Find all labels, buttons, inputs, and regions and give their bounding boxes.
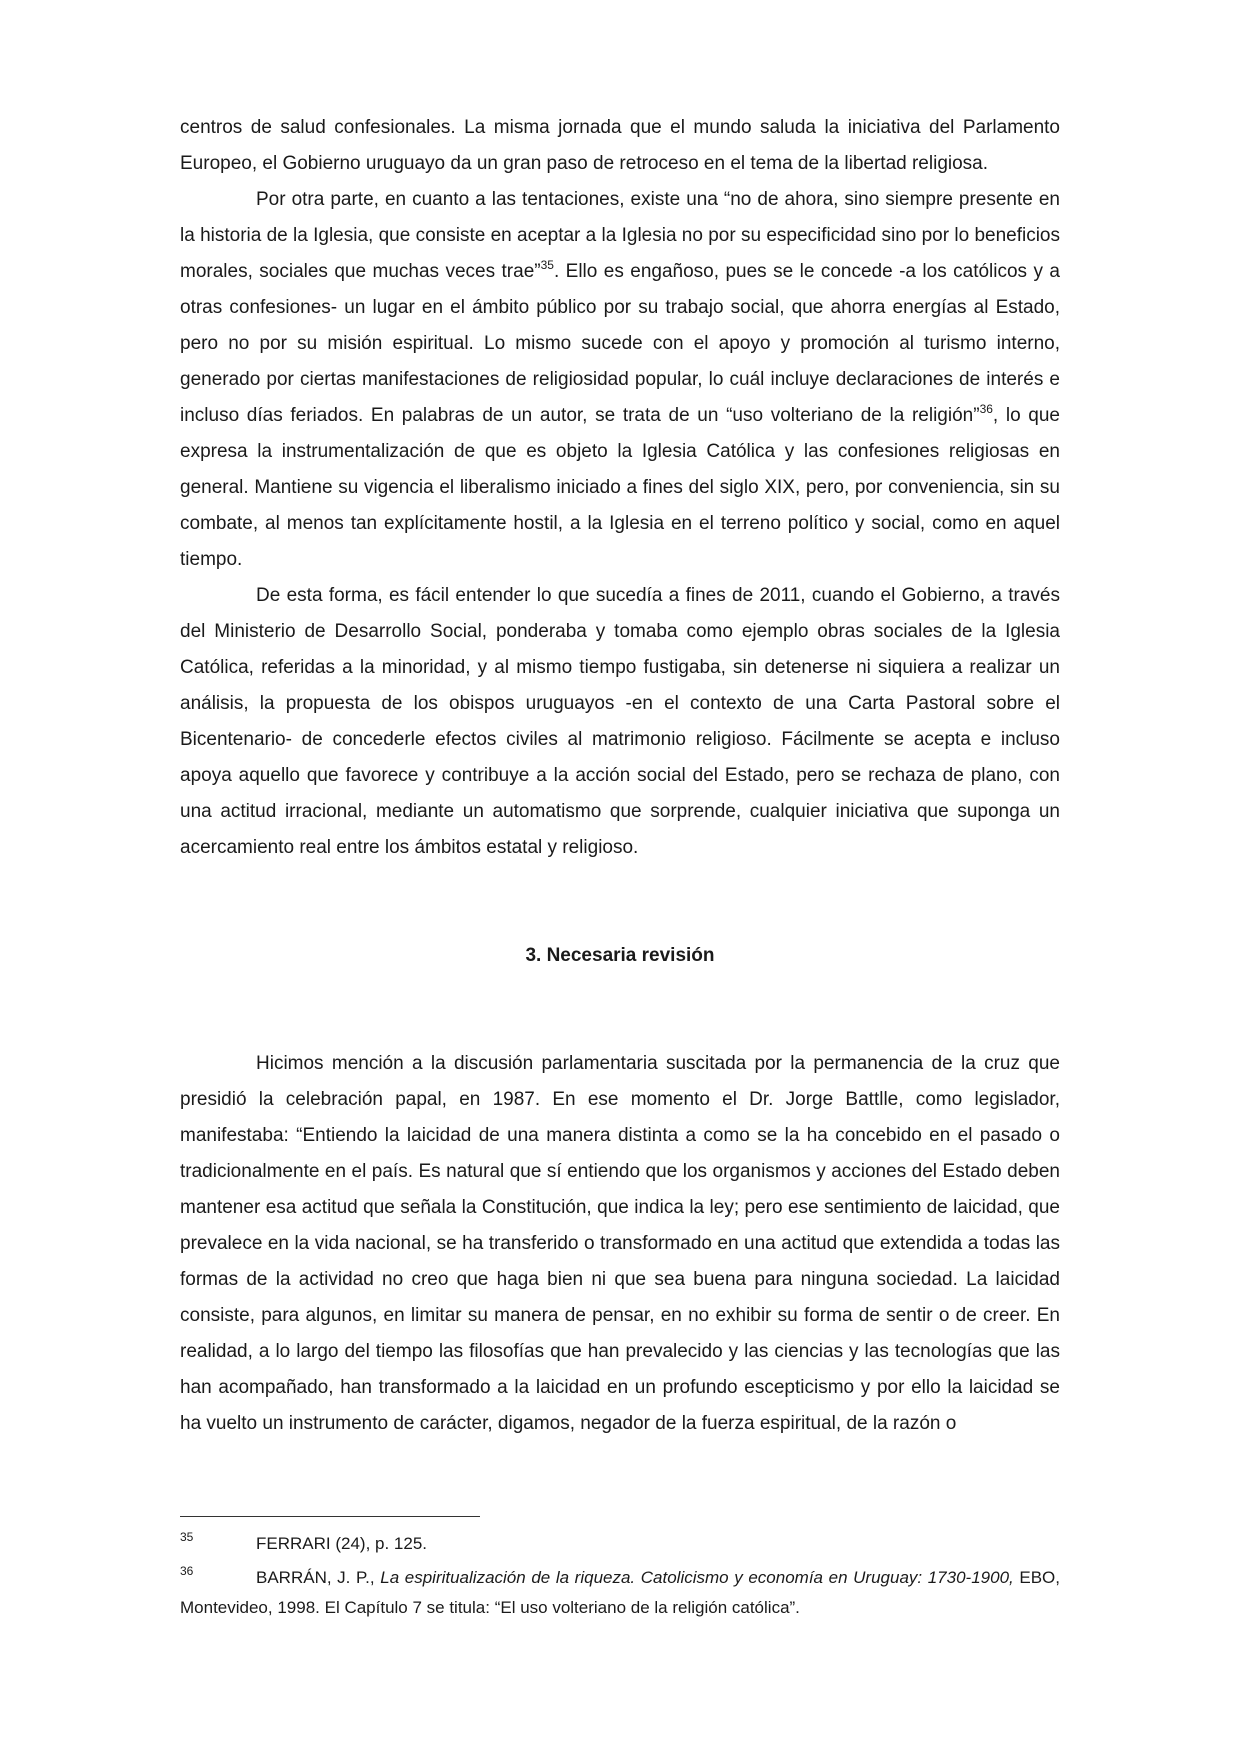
document-body	[180, 110, 1060, 1442]
paragraph-text: Por otra parte, en cuanto a las tentaciones, existe una “no de ahora, sino siempre presente en la historia de la Iglesia, que consiste en aceptar a la Iglesia no por su especificidad sino por lo beneficios morales, sociales que muchas veces trae”	[180, 189, 1060, 282]
paragraph-tentaciones	[180, 182, 1060, 578]
paragraph-continuation: centros de salud confesionales. La misma jornada que el mundo saluda la iniciativa del Parlamento Europeo, el Gobierno uruguayo da un gran paso de retroceso en el tema de la libertad religiosa.	[180, 117, 1060, 174]
footnote-text: EBO, Montevideo, 1998. El Capítulo 7 se titula: “El uso volteriano de la religión católica”.	[180, 1568, 1061, 1617]
footnote-book-title: La espiritualización de la riqueza. Catolicismo y economía en Uruguay: 1730-1900,	[380, 1568, 1014, 1587]
spacer	[180, 1010, 1060, 1046]
footnotes-section	[180, 1516, 1060, 1627]
footnote-ref-36[interactable]: 36	[979, 402, 993, 416]
footnote-36: 36 BARRÁN, J. P., La espiritualización de la riqueza. Catolicismo y economía en Uruguay: 1730-1900, EBO, Montevideo, 1998. El Capítulo 7 se titula: “El uso volteriano de la religión católica”.	[180, 1564, 1061, 1617]
footnote-author: BARRÁN, J. P.,	[256, 1568, 381, 1587]
paragraph-text: . Ello es engañoso, pues se le concede -a los católicos y a otras confesiones- un lugar en el ámbito público por su trabajo social, que ahorra energías al Estado, pero no por su misión espiritual. Lo mismo sucede con el apoyo y promoción al turismo interno, generado por ciertas manifestaciones de religiosidad popular, lo cuál incluye declaraciones de interés e incluso días feriados. En palabras de un autor, se trata de un “uso volteriano de la religión”	[180, 261, 1060, 426]
section-heading: 3. Necesaria revisión	[525, 945, 715, 966]
footnote-text: FERRARI (24), p. 125.	[256, 1534, 428, 1553]
footnote-ref-35[interactable]: 35	[540, 258, 554, 272]
spacer	[180, 866, 1060, 902]
footnote-separator	[180, 1516, 480, 1517]
footnote-35: 35 FERRARI (24), p. 125.	[180, 1530, 428, 1553]
paragraph-text: , lo que expresa la instrumentalización de que es objeto la Iglesia Católica y las confesiones religiosas en general. Mantiene su vigencia el liberalismo iniciado a fines del siglo XIX, pero, por conveniencia, sin su combate, al menos tan explícitamente hostil, a la Iglesia en el terreno político y social, como en aquel tiempo.	[180, 405, 1061, 570]
paragraph-2011: De esta forma, es fácil entender lo que sucedía a fines de 2011, cuando el Gobierno, a través del Ministerio de Desarrollo Social, ponderaba y tomaba como ejemplo obras sociales de la Iglesia Católica, referidas a la minoridad, y al mismo tiempo fustigaba, sin detenerse ni siquiera a realizar un análisis, la propuesta de los obispos uruguayos -en el contexto de una Carta Pastoral sobre el Bicentenario- de concederle efectos civiles al matrimonio religioso. Fácilmente se acepta e incluso apoya aquello que favorece y contribuye a la acción social del Estado, pero se rechaza de plano, con una actitud irracional, mediante un automatismo que sorprende, cualquier iniciativa que suponga un acercamiento real entre los ámbitos estatal y religioso.	[180, 585, 1060, 858]
paragraph-battlle: Hicimos mención a la discusión parlamentaria suscitada por la permanencia de la cruz que presidió la celebración papal, en 1987. En ese momento el Dr. Jorge Battlle, como legislador, manifestaba: “Entiendo la laicidad de una manera distinta a como se la ha concebido en el pasado o tradicionalmente en el país. Es natural que sí entiendo que los organismos y acciones del Estado deben mantener esa actitud que señala la Constitución, que indica la ley; pero ese sentimiento de laicidad, que prevalece en la vida nacional, se ha transferido o transformado en una actitud que extendida a todas las formas de la actividad no creo que haga bien ni que sea buena para ninguna sociedad. La laicidad consiste, para algunos, en limitar su manera de pensar, en no exhibir su forma de sentir o de creer. En realidad, a lo largo del tiempo las filosofías que han prevalecido y las ciencias y las tecnologías que las han acompañado, han transformado a la laicidad en un profundo escepticismo y por ello la laicidad se ha vuelto un instrumento de carácter, digamos, negador de la fuerza espiritual, de la razón o	[180, 1053, 1060, 1434]
